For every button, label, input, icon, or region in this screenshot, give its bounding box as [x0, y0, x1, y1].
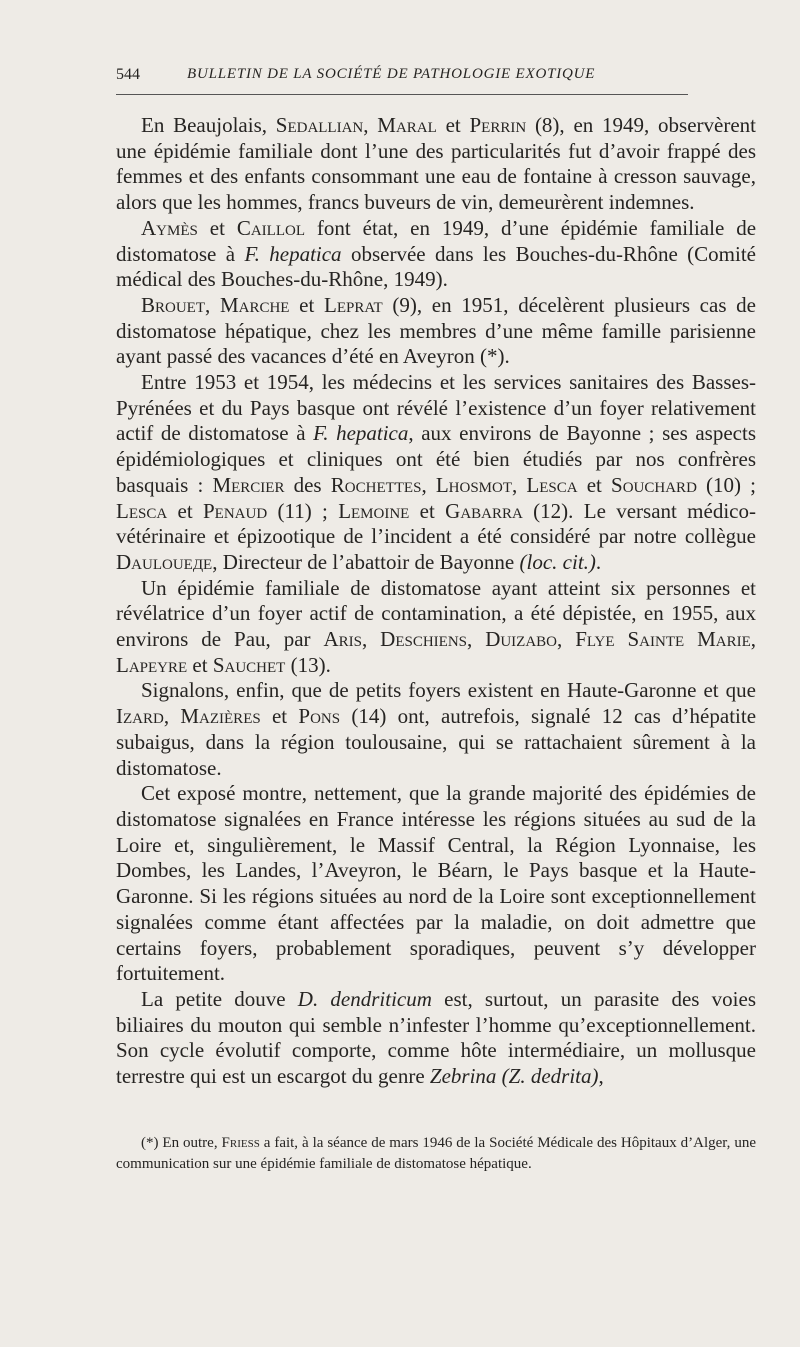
text-run: est, surtout, un parasite des voies biliaires du mouton qui semble n’infester l’homme qu’exceptionnellement. Son cycle évolutif comporte, comme hôte intermédiaire, un mollusque terrestre qui est un escargot du genre [116, 986, 756, 1089]
text-run: (8), en 1949, observèrent une épidémie familiale dont l’une des particularités fut d’avoir frappé des femmes et des enfants consommant une eau de fontaine à cresson sauvage, alors que les hommes, francs buveurs de vin, demeurèrent indemnes. [116, 113, 756, 215]
footnote [116, 1133, 756, 1175]
author-name: Caillol [236, 215, 305, 240]
author-name: Brouet [141, 292, 206, 317]
author-name: Souchard [611, 472, 697, 497]
header-rule [116, 94, 688, 95]
author-name: Lapeyre [116, 652, 188, 677]
author-name: Lemoine [338, 498, 410, 523]
author-name: Sauchet [212, 652, 286, 677]
paragraph [116, 113, 756, 216]
paragraph [116, 576, 756, 679]
text-run: et [167, 498, 203, 523]
italic-text: Zebrina (Z. dedrita) [429, 1064, 599, 1089]
text-run: Cet exposé montre, nettement, que la grande majorité des épidémies de distomatose signalées en France intéresse les régions situées au sud de la Loire et, singulièrement, le Massif Central, la Région Lyonnaise, les Dombes, les Landes, l’Aveyron, le Béarn, le Pays basque et la Haute-Garonne. Si les régions situées au nord de la Loire sont exceptionnellement signalées comme étant affectées par la maladie, on doit admettre que certains foyers, probablement sporadiques, peuvent s’y développer fortuitement. [116, 781, 756, 986]
italic-text: D. dendriticum [297, 986, 432, 1011]
text-run: (9), en 1951, décelèrent plusieurs cas de distomatose hépatique, chez les membres d’une même famille parisienne ayant passé des vacances d’été en Aveyron (*). [116, 292, 756, 369]
text-run: et [409, 498, 446, 523]
text-run: (10) ; [696, 472, 757, 497]
text-run: , [361, 627, 381, 652]
text-run: , [163, 704, 181, 729]
running-header [116, 66, 680, 96]
text-run: des [284, 472, 331, 497]
text-run: et [187, 652, 213, 677]
text-run: , [363, 113, 378, 137]
italic-text: (loc. cit.) [519, 549, 596, 574]
text-run: La petite douve [141, 986, 298, 1011]
author-name: Aris [323, 627, 362, 652]
text-run: . [595, 549, 602, 574]
text-run: , [467, 627, 486, 652]
text-run: , [598, 1064, 604, 1089]
text-run: (13). [285, 652, 331, 677]
author-name: Lhosmot [435, 472, 513, 497]
text-run: , [512, 472, 527, 497]
paragraph [116, 987, 756, 1090]
author-name: Pons [298, 704, 341, 729]
author-name: Flye Sainte Marie [575, 627, 751, 652]
author-name: Dauloueде [116, 549, 213, 574]
author-name: Marche [219, 292, 290, 317]
text-run: , [205, 292, 220, 317]
text-run: a fait, à la séance de mars 1946 de la Société Médicale des Hôpitaux d’Alger, une communication sur une épidémie familiale de distomatose hépatique. [116, 1135, 757, 1172]
paragraph [116, 216, 756, 293]
italic-text: F. hepatica [244, 241, 342, 266]
text-run: font état, en 1949, d’une épidémie familiale de distomatose à [116, 215, 757, 266]
paragraph [116, 370, 756, 576]
running-title: BULLETIN DE LA SOCIÉTÉ DE PATHOLOGIE EXOTIQUE [187, 66, 596, 82]
author-name: Penaud [202, 498, 268, 523]
text-run: observée dans les Bouches-du-Rhône (Comité médical des Bouches-du-Rhône, 1949). [116, 241, 756, 292]
author-name: Aymès [141, 215, 198, 240]
text-run: Entre 1953 et 1954, les médecins et les services sanitaires des Basses-Pyrénées et du Pays basque ont révélé l’existence d’un foyer relativement actif de distomatose à [116, 370, 756, 446]
author-name: Izard [116, 704, 164, 729]
author-name: Lesca [116, 498, 168, 523]
author-name: Rochettes [330, 472, 422, 497]
text-run: (11) ; [267, 498, 339, 523]
author-name: Mercier [212, 472, 285, 497]
text-run: (12). Le versant médico-vétérinaire et épizootique de l’incident a été considéré par notre collègue [116, 498, 756, 549]
text-run: , [421, 472, 436, 497]
text-run: et [289, 292, 324, 317]
author-name: Friess [221, 1135, 260, 1151]
author-name: Perrin [469, 113, 527, 137]
italic-text: F. hepatica [313, 421, 409, 446]
text-run: et [436, 113, 470, 137]
author-name: Gabarra [445, 498, 523, 523]
text-run: Signalons, enfin, que de petits foyers existent en Haute-Garonne et que [141, 678, 756, 703]
author-name: Lesca [526, 472, 578, 497]
text-run: , [750, 627, 756, 652]
paragraph [116, 293, 756, 370]
text-run: et [260, 704, 299, 729]
paragraph [116, 678, 756, 781]
author-name: Leprat [324, 292, 383, 317]
page-number: 544 [116, 66, 140, 83]
text-run: , [557, 627, 576, 652]
text-run: (*) En outre, [141, 1135, 222, 1151]
text-run: En Beaujolais, [141, 113, 276, 137]
author-name: Duizabo [485, 627, 558, 652]
author-name: Maral [377, 113, 437, 137]
paragraph [116, 781, 756, 987]
text-run: , aux environs de Bayonne ; ses aspects épidémiologiques et cliniques ont été bien étudiés par nos confrères basquais : [116, 421, 756, 497]
text-run: et [577, 472, 612, 497]
author-name: Mazières [180, 704, 261, 729]
text-run: (14) ont, autrefois, signalé 12 cas d’hépatite subaigus, dans la région toulousaine, qui se rattachaient sûrement à la distomatose. [116, 704, 757, 780]
text-run: et [197, 215, 237, 240]
author-name: Deschiens [380, 627, 467, 652]
text-run: Un épidémie familiale de distomatose ayant atteint six personnes et révélatrice d’un foyer actif de contamination, a été dépistée, en 1955, aux environs de Pau, par [116, 575, 756, 652]
author-name: Sedallian [275, 113, 364, 137]
article-body [116, 113, 756, 1090]
text-run: , Directeur de l’abattoir de Bayonne [212, 549, 520, 574]
